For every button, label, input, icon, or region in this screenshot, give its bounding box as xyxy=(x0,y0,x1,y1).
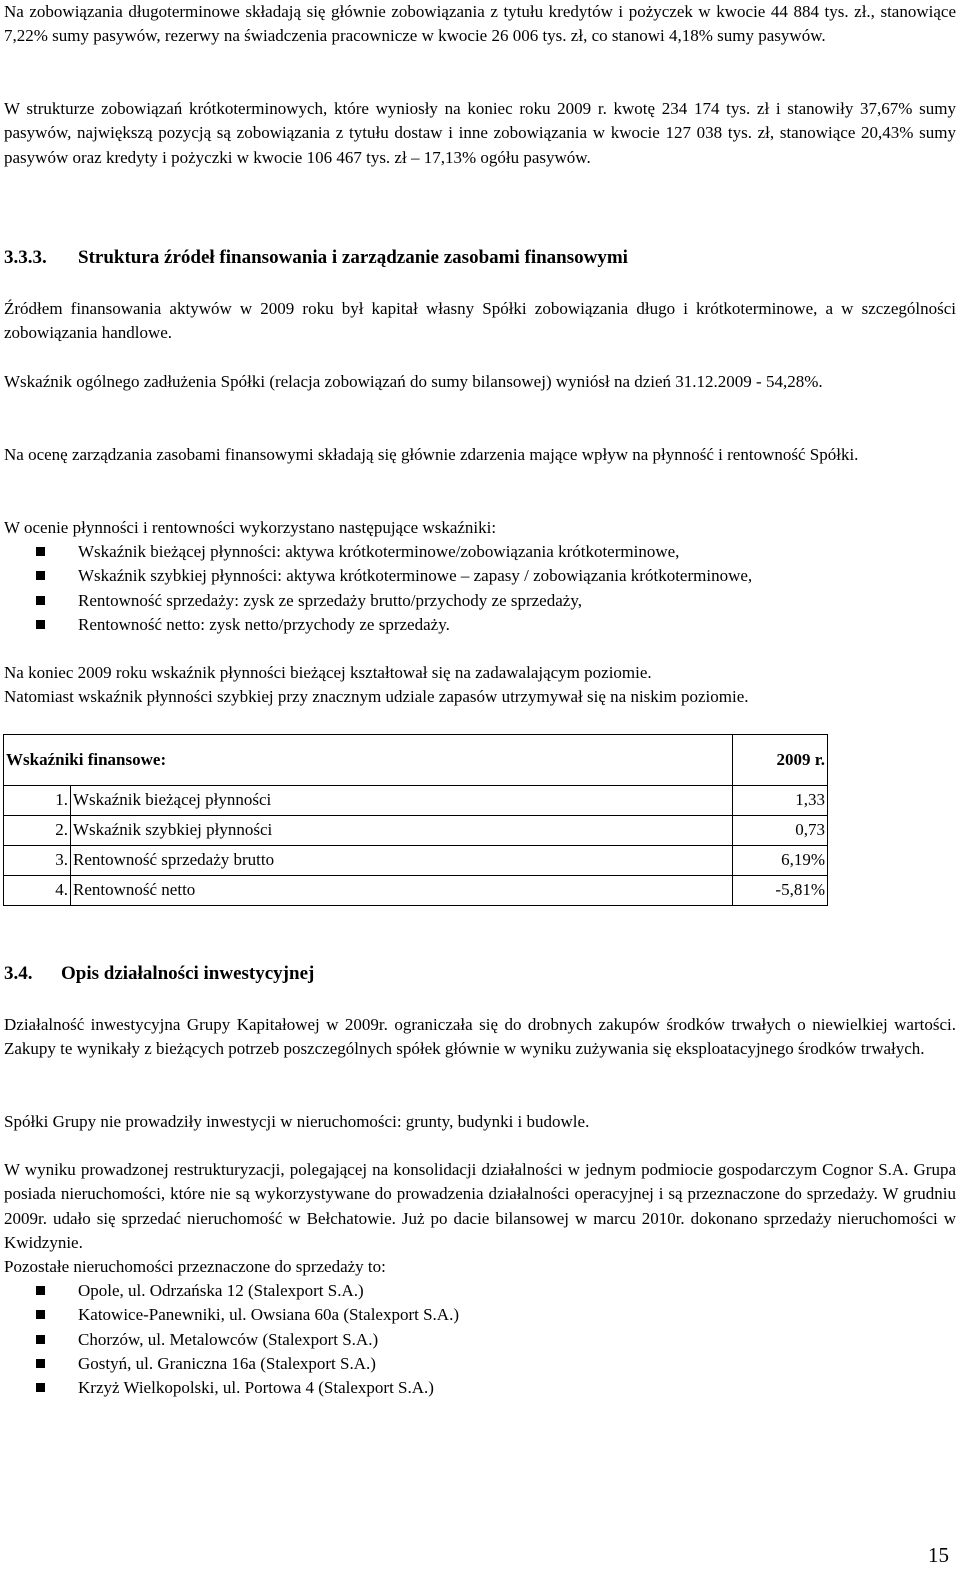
section-number: 3.4. xyxy=(4,963,33,984)
square-bullet-icon xyxy=(36,1383,45,1392)
list-item: Wskaźnik szybkiej płynności: aktywa krótkoterminowe – zapasy / zobowiązania krótkoterminowe, xyxy=(4,564,956,588)
list-item: Rentowność netto: zysk netto/przychody ze sprzedaży. xyxy=(4,613,956,637)
square-bullet-icon xyxy=(36,620,45,629)
table-row: 4. Rentowność netto -5,81% xyxy=(4,876,828,906)
paragraph-investment-activity: Działalność inwestycyjna Grupy Kapitałowej w 2009r. ograniczała się do drobnych zakupów środków trwałych o niewielkiej wartości. Zakupy te wynikały z bieżących potrzeb poszczególnych spółek głównie w wyniku zużywania się eksploatacyjnego środków trwałych. xyxy=(4,1015,956,1059)
list-item: Krzyż Wielkopolski, ul. Portowa 4 (Stalexport S.A.) xyxy=(4,1376,956,1400)
financial-indicators-table xyxy=(3,734,828,906)
table-header-row xyxy=(4,735,828,786)
page-number: 15 xyxy=(928,1543,949,1567)
table-row: 3. Rentowność sprzedaży brutto 6,19% xyxy=(4,846,828,876)
square-bullet-icon xyxy=(36,1359,45,1368)
paragraph-current-liquidity: Na koniec 2009 roku wskaźnik płynności bieżącej kształtował się na zadawalającym poziomie. xyxy=(4,663,652,682)
square-bullet-icon xyxy=(36,596,45,605)
square-bullet-icon xyxy=(36,1335,45,1344)
properties-list xyxy=(4,1279,956,1400)
paragraph-financial-management: Na ocenę zarządzania zasobami finansowymi składają się głównie zdarzenia mające wpływ na płynność i rentowność Spółki. xyxy=(4,445,859,464)
square-bullet-icon xyxy=(36,547,45,556)
paragraph-no-real-estate: Spółki Grupy nie prowadziły inwestycji w nieruchomości: grunty, budynki i budowle. xyxy=(4,1112,590,1131)
paragraph-remaining-properties: Pozostałe nieruchomości przeznaczone do sprzedaży to: xyxy=(4,1257,386,1276)
list-item: Katowice-Panewniki, ul. Owsiana 60a (Stalexport S.A.) xyxy=(4,1303,956,1327)
list-item: Chorzów, ul. Metalowców (Stalexport S.A.) xyxy=(4,1328,956,1352)
table-title: Wskaźniki finansowe: xyxy=(4,735,733,786)
list-item: Wskaźnik bieżącej płynności: aktywa krótkoterminowe/zobowiązania krótkoterminowe, xyxy=(4,540,956,564)
paragraph-indicators-intro: W ocenie płynności i rentowności wykorzystano następujące wskaźniki: xyxy=(4,518,497,537)
table-row: 1. Wskaźnik bieżącej płynności 1,33 xyxy=(4,786,828,816)
table-year: 2009 r. xyxy=(733,735,828,786)
section-heading-3-3-3 xyxy=(4,246,956,270)
paragraph-financing-sources: Źródłem finansowania aktywów w 2009 roku był kapitał własny Spółki zobowiązania długo i krótkoterminowe, a w szczególności zobowiązania handlowe. xyxy=(4,299,956,343)
list-item: Gostyń, ul. Graniczna 16a (Stalexport S.A.) xyxy=(4,1352,956,1376)
list-item: Rentowność sprzedaży: zysk ze sprzedaży brutto/przychody ze sprzedaży, xyxy=(4,589,956,613)
square-bullet-icon xyxy=(36,1310,45,1319)
paragraph-long-term-liabilities: Na zobowiązania długoterminowe składają się głównie zobowiązania z tytułu kredytów i pożyczek w kwocie 44 884 tys. zł., stanowiące 7,22% sumy pasywów, rezerwy na świadczenia pracownicze w kwocie 26 006 tys. zł, co stanowi 4,18% sumy pasywów. xyxy=(4,2,956,46)
paragraph-short-term-liabilities: W strukturze zobowiązań krótkoterminowych, które wyniosły na koniec roku 2009 r. kwotę 234 174 tys. zł i stanowiły 37,67% sumy pasywów, największą pozycją są zobowiązania z tytułu dostaw i inne zobowiązania w kwocie 127 038 tys. zł, stanowiące 20,43% sumy pasywów oraz kredyty i pożyczki w kwocie 106 467 tys. zł – 17,13% ogółu pasywów. xyxy=(4,99,956,167)
section-number: 3.3.3. xyxy=(4,247,47,268)
paragraph-restructuring: W wyniku prowadzonej restrukturyzacji, polegającej na konsolidacji działalności w jednym podmiocie gospodarczym Cognor S.A. Grupa posiada nieruchomości, które nie są wykorzystywane do prowadzenia działalności operacyjnej i są przeznaczone do sprzedaży. W grudniu 2009r. udało się sprzedać nieruchomość w Bełchatowie. Już po dacie bilansowej w marcu 2010r. dokonano sprzedaży nieruchomości w Kwidzynie. xyxy=(4,1160,956,1252)
section-title: Opis działalności inwestycyjnej xyxy=(61,963,315,984)
table-row: 2. Wskaźnik szybkiej płynności 0,73 xyxy=(4,816,828,846)
list-item: Opole, ul. Odrzańska 12 (Stalexport S.A.) xyxy=(4,1279,956,1303)
paragraph-debt-ratio: Wskaźnik ogólnego zadłużenia Spółki (relacja zobowiązań do sumy bilansowej) wyniósł na dzień 31.12.2009 - 54,28%. xyxy=(4,372,823,391)
paragraph-quick-liquidity: Natomiast wskaźnik płynności szybkiej przy znacznym udziale zapasów utrzymywał się na niskim poziomie. xyxy=(4,687,749,706)
section-heading-3-4 xyxy=(4,962,956,986)
section-title: Struktura źródeł finansowania i zarządzanie zasobami finansowymi xyxy=(78,247,628,268)
square-bullet-icon xyxy=(36,1286,45,1295)
indicators-list xyxy=(4,540,956,637)
square-bullet-icon xyxy=(36,571,45,580)
